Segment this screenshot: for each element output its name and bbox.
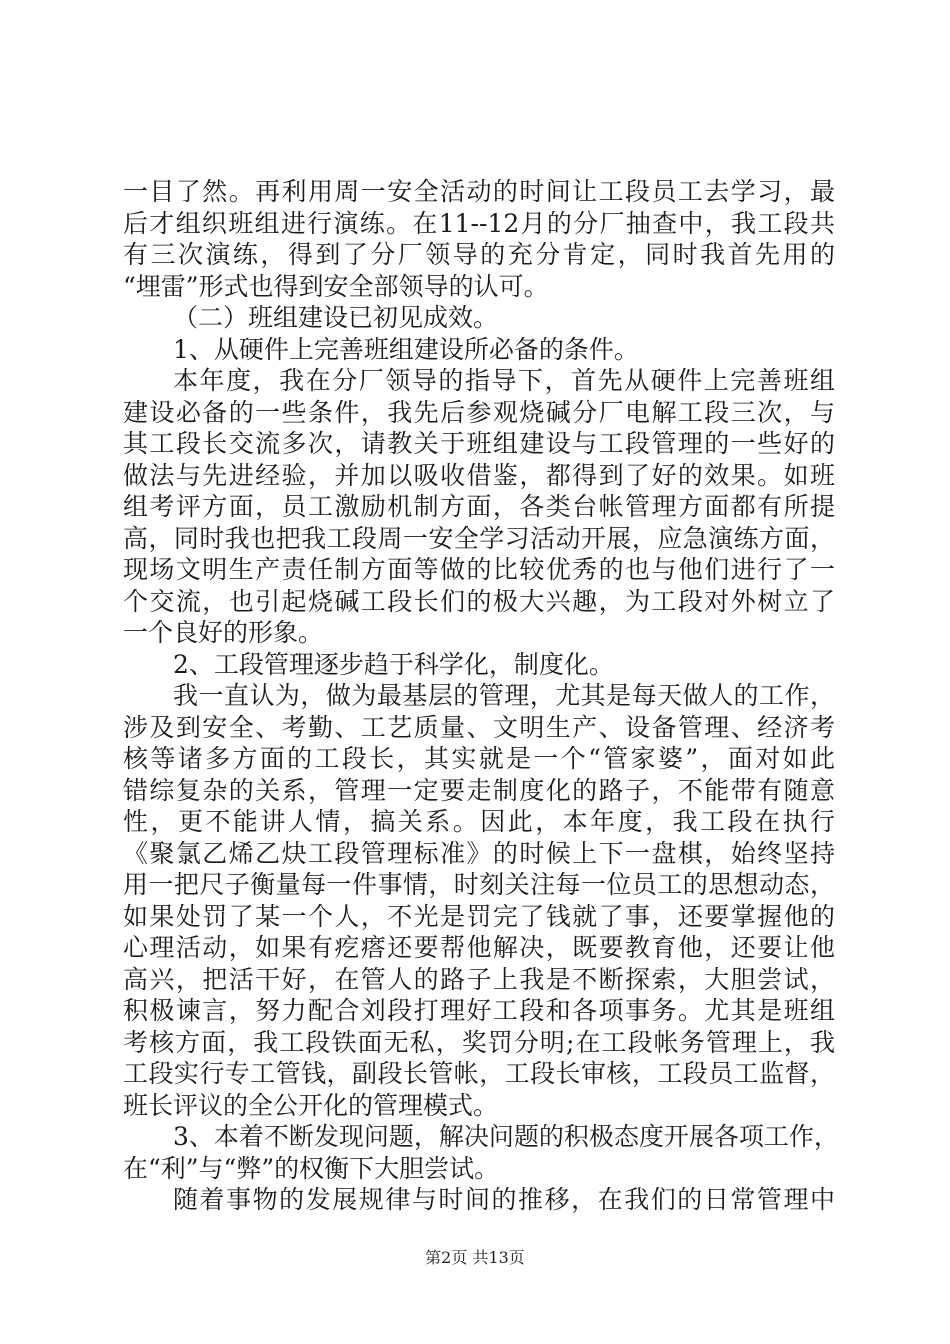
body-line: 后才组织班组进行演练。在11--12月的分厂抽查中，我工段共 (123, 208, 835, 238)
body-line: 个交流，也引起烧碱工段长们的极大兴趣，为工段对外树立了 (123, 586, 835, 616)
body-line: 考核方面，我工段铁面无私，奖罚分明;在工段帐务管理上，我 (123, 1027, 835, 1057)
body-line: 班长评议的全公开化的管理模式。 (123, 1090, 499, 1120)
body-line: 有三次演练，得到了分厂领导的充分肯定，同时我首先用的 (123, 240, 835, 269)
body-line: 本年度，我在分厂领导的指导下，首先从硬件上完善班组 (173, 366, 835, 395)
subsection-heading: 2、工段管理逐步趋于科学化，制度化。 (173, 649, 614, 679)
body-line: “埋雷”形式也得到安全部领导的认可。 (123, 271, 549, 301)
body-line: 做法与先进经验，并加以吸收借鉴，都得到了好的效果。如班 (123, 460, 835, 490)
body-line: 用一把尺子衡量每一件事情，时刻关注每一位员工的思想动态， (123, 870, 835, 899)
body-line: 建设必备的一些条件，我先后参观烧碱分厂电解工段三次，与 (123, 397, 835, 427)
subsection-heading: 1、从硬件上完善班组建设所必备的条件。 (173, 334, 639, 364)
body-line: 《聚氯乙烯乙炔工段管理标准》的时候上下一盘棋，始终坚持 (123, 838, 835, 868)
body-line: 性，更不能讲人情，搞关系。因此，本年度，我工段在执行 (123, 807, 835, 836)
body-line: 现场文明生产责任制方面等做的比较优秀的也与他们进行了一 (123, 555, 835, 584)
body-line: 核等诸多方面的工段长，其实就是一个“管家婆”，面对如此 (123, 744, 835, 773)
body-line: 工段实行专工管钱，副段长管帐，工段长审核，工段员工监督， (123, 1059, 835, 1088)
page-number-footer: 第2页 共13页 (425, 1248, 525, 1267)
body-line: 高兴，把活干好，在管人的路子上我是不断探索，大胆尝试， (123, 964, 835, 994)
body-line: 积极谏言，努力配合刘段打理好工段和各项事务。尤其是班组 (123, 996, 835, 1025)
section-heading: （二）班组建设已初见成效。 (173, 303, 499, 332)
body-line: 组考评方面，员工激励机制方面，各类台帐管理方面都有所提 (123, 492, 835, 521)
body-line: 如果处罚了某一个人，不光是罚完了钱就了事，还要掌握他的 (123, 901, 835, 931)
document-body (123, 176, 839, 1216)
subsection-heading: 3、本着不断发现问题，解决问题的积极态度开展各项工作， (173, 1122, 839, 1151)
body-line: 我一直认为，做为最基层的管理，尤其是每天做人的工作， (173, 681, 835, 710)
body-line: 其工段长交流多次，请教关于班组建设与工段管理的一些好的 (123, 429, 835, 458)
body-line: 高，同时我也把我工段周一安全学习活动开展，应急演练方面， (123, 523, 835, 553)
body-line: 一目了然。再利用周一安全活动的时间让工段员工去学习，最 (123, 177, 835, 206)
body-line: 一个良好的形象。 (123, 618, 324, 647)
body-line: 在“利”与“弊”的权衡下大胆尝试。 (123, 1153, 500, 1183)
body-line: 心理活动，如果有疙瘩还要帮他解决，既要教育他，还要让他 (123, 933, 835, 962)
body-line: 错综复杂的关系，管理一定要走制度化的路子，不能带有随意 (123, 775, 835, 805)
body-line: 随着事物的发展规律与时间的推移，在我们的日常管理中 (173, 1185, 835, 1214)
body-line: 涉及到安全、考勤、工艺质量、文明生产、设备管理、经济考 (123, 712, 835, 742)
